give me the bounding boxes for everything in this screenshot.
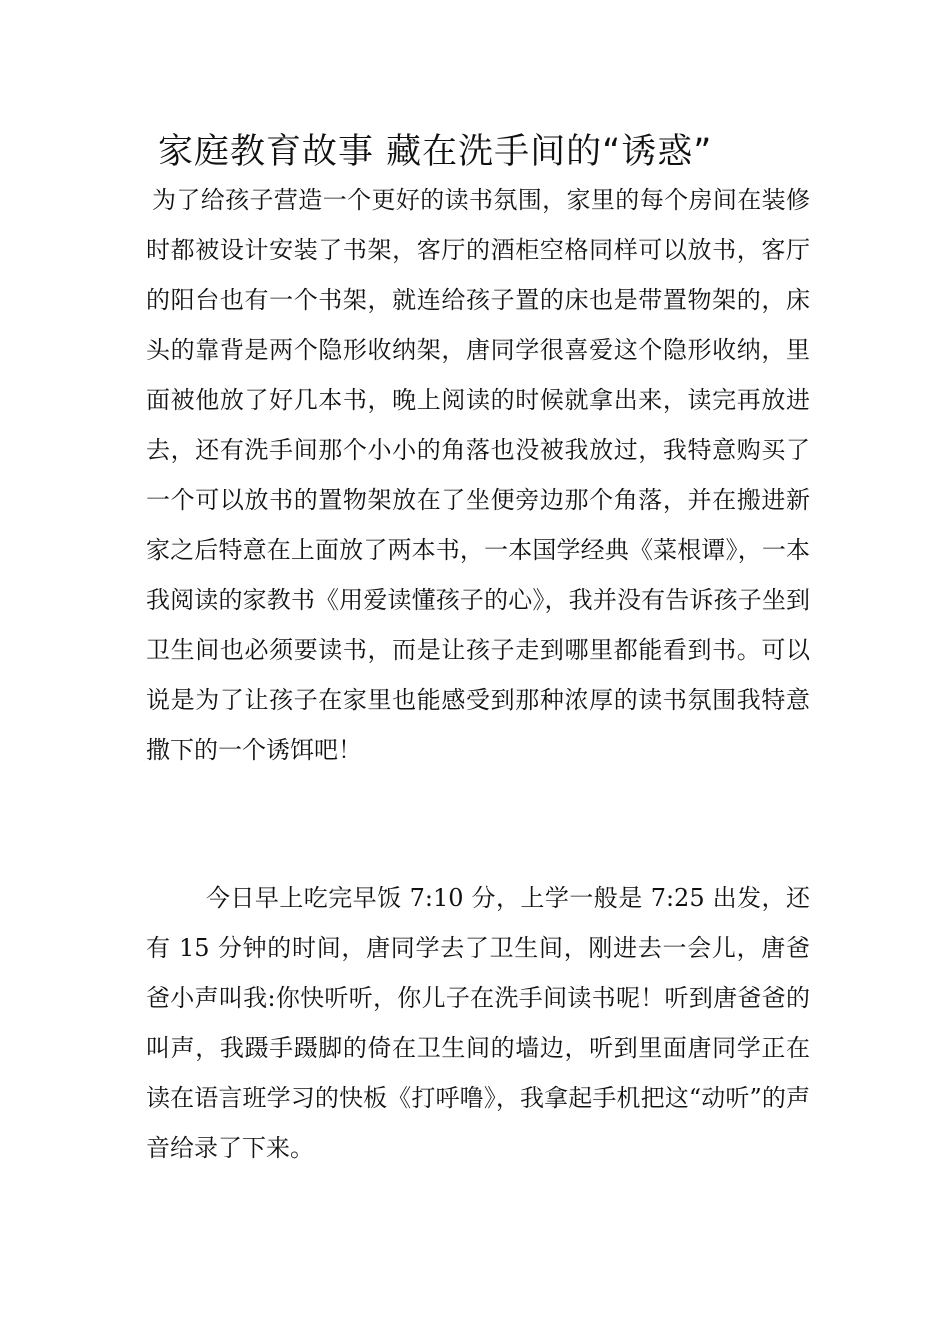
document-title: 家庭教育故事 藏在洗手间的“诱惑” xyxy=(158,132,713,172)
paragraph-1: 为了给孩子营造一个更好的读书氛围，家里的每个房间在装修时都被设计安装了书架，客厅的酒柜空格同样可以放书，客厅的阳台也有一个书架，就连给孩子置的床也是带置物架的，床头的靠背是两个隐形收纳架，唐同学很喜爱这个隐形收纳，里面被他放了好几本书，晚上阅读的时候就拿出来，读完再放进去，还有洗手间那个小小的角落也没被我放过，我特意购买了一个可以放书的置物架放在了坐便旁边那个角落，并在搬进新家之后特意在上面放了两本书，一本国学经典《菜根谭》，一本我阅读的家教书《用爱读懂孩子的心》，我并没有告诉孩子坐到卫生间也必须要读书，而是让孩子走到哪里都能看到书。可以说是为了让孩子在家里也能感受到那种浓厚的读书氛围我特意撒下的一个诱饵吧！ xyxy=(146,186,810,764)
paragraph-2: 今日早上吃完早饭 7:10 分，上学一般是 7:25 出发，还有 15 分钟的时间，唐同学去了卫生间，刚进去一会儿，唐爸爸小声叫我:你快听听，你儿子在洗手间读书呢！听到唐爸爸的叫声，我蹑手蹑脚的倚在卫生间的墙边，听到里面唐同学正在读在语言班学习的快板《打呼噜》，我拿起手机把这“动听”的声音给录了下来。 xyxy=(146,884,810,1162)
